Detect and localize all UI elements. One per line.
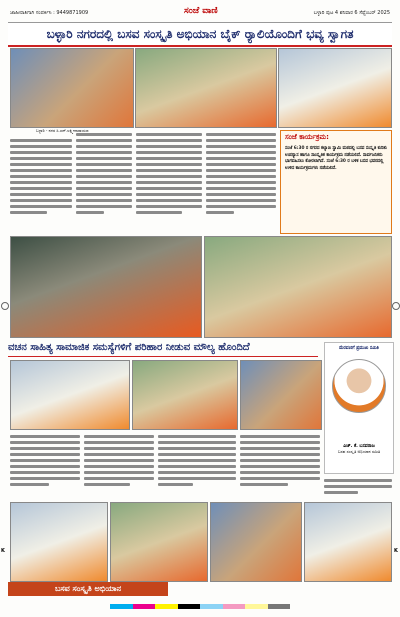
photo-crowd-welcome bbox=[135, 48, 277, 128]
article-column-1 bbox=[10, 136, 72, 232]
photo-dignitaries-group bbox=[204, 236, 392, 338]
photo-bike-rally-street bbox=[278, 48, 392, 128]
photo-dance-performance bbox=[304, 502, 392, 582]
paper-name: ಸಂಜೆ ವಾಣಿ bbox=[184, 6, 218, 16]
photo-cultural-dance bbox=[210, 502, 302, 582]
photo-float-procession bbox=[10, 48, 134, 128]
footer-banner: ಬಸವ ಸಂಸ್ಕೃತಿ ಅಭಿಯಾನ bbox=[8, 582, 168, 596]
article2-column-4 bbox=[240, 432, 320, 498]
evening-program-title: ಸಂಜೆ ಕಾರ್ಯಕ್ರಮ: bbox=[285, 133, 329, 141]
side-profile-role: ಬಸವ ಸಂಸ್ಕೃತಿ ಅಭಿಯಾನ ಸಮಿತಿ bbox=[337, 449, 381, 454]
photo-rangoli-portrait bbox=[10, 502, 108, 582]
article-column-2 bbox=[76, 130, 132, 232]
photo-stage-speakers bbox=[10, 360, 130, 430]
article2-column-1 bbox=[10, 432, 80, 498]
masthead bbox=[8, 6, 392, 23]
profile-portrait bbox=[332, 359, 386, 413]
color-calibration-bar bbox=[110, 604, 290, 610]
registration-mark-right bbox=[392, 302, 400, 310]
side-profile-name: ಎಚ್. ಕೆ. ಬಸವರಾಜ bbox=[343, 444, 375, 449]
article-column-3 bbox=[136, 130, 202, 232]
photo-audience bbox=[132, 360, 238, 430]
photo-performers bbox=[110, 502, 208, 582]
article-column-4 bbox=[206, 130, 276, 232]
photo-bike-rally-crowd bbox=[10, 236, 202, 338]
registration-mark-left bbox=[1, 302, 9, 310]
side-profile-panel bbox=[324, 342, 394, 474]
sub-headline: ವಚನ ಸಾಹಿತ್ಯ ಸಾಮಾಜಿಕ ಸಮಸ್ಯೆಗಳಿಗೆ ಪರಿಹಾರ ನೀಡುವ ಮೌಲ್ಯ ಹೊಂದಿದೆ bbox=[8, 340, 318, 357]
side-mark-right: K bbox=[394, 548, 398, 554]
date-line: ಬಳ್ಳಾರಿ ಪುಟ 4 ಶನಿವಾರ 6 ಸೆಪ್ಟೆಂಬರ್ 2025 bbox=[313, 10, 390, 16]
evening-program-body: ಸಂಜೆ 6:30 ರ ನಗರದ ಕಲ್ಯಾಣ ಸ್ವಾಮಿ ಮಠದಲ್ಲಿ ಬಸವ ಸಂಸ್ಕೃತಿ ಕುರಿತು ಉಪನ್ಯಾಸ ಹಾಗೂ ಸಾಂಸ್ಕೃತಿಕ ಕಾರ್ಯಕ್ರಮ ನಡೆಯಲಿದೆ. ಸಾರ್ವಜನಿಕರು ಭಾಗವಹಿಸಲು ಕೋರಲಾಗಿದೆ. ಸಂಜೆ 6:30 ರ ಬಳಿಕ ಬಸವ ಭವನದಲ್ಲಿ ಉಳಿದ ಕಾರ್ಯಕ್ರಮಗಳು ನಡೆಯಲಿವೆ. bbox=[285, 146, 387, 171]
contact-line: ಜಾಹೀರಾತಿಗಾಗಿ ಸಂಪರ್ಕಿಸಿ : 9449871909 bbox=[10, 10, 89, 16]
main-headline: ಬಳ್ಳಾರಿ ನಗರದಲ್ಲಿ ಬಸವ ಸಂಸ್ಕೃತಿ ಅಭಿಯಾನ ಬೈಕ್ ರ್‍ಯಾಲಿಯೊಂದಿಗೆ ಭವ್ಯ ಸ್ವಾಗತ bbox=[8, 23, 392, 47]
evening-program-box bbox=[280, 130, 392, 234]
side-profile-title: ಮೆರವಣಿಗೆ ಪ್ರಮುಖ ಸಮಿತಿ bbox=[339, 346, 379, 351]
article2-column-5 bbox=[324, 476, 392, 498]
photo-caption: ಬಳ್ಳಾರಿ - ನಗರ ಸಿ.ಎನ್.ಲಕ್ಷ್ಮೀನಾರಾಯಣ bbox=[36, 128, 89, 133]
photo-audience-2 bbox=[240, 360, 322, 430]
side-mark-left: K bbox=[1, 548, 5, 554]
article2-column-3 bbox=[158, 432, 236, 498]
article2-column-2 bbox=[84, 432, 154, 498]
